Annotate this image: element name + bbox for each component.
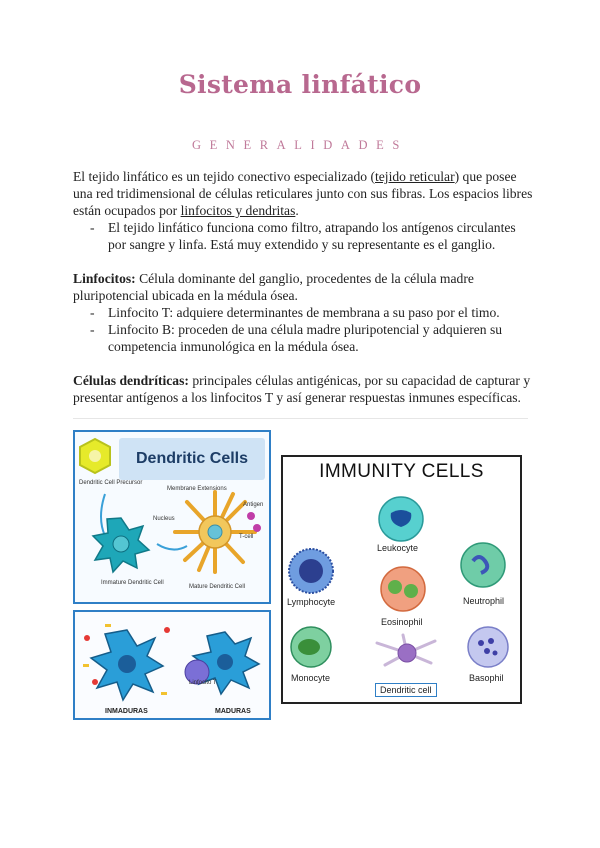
immature-label: Immature Dendritic Cell <box>101 580 164 586</box>
antigen-label: Antigen <box>243 502 264 508</box>
mature-label: Mature Dendritic Cell <box>189 584 246 590</box>
intro-paragraph: El tejido linfático es un tejido conectivo especializado (tejido reticular) que posee una red tridimensional de células reticulares junto con sus fibras. Los espacios libres están ocupados por linfocitos y dendritas. <box>73 169 533 218</box>
membrane-label: Membrane Extensions <box>167 486 227 492</box>
immunity-cells-title: IMMUNITY CELLS <box>319 461 484 482</box>
list-item: - Linfocito T: adquiere determinantes de membrana a su paso por el timo. <box>73 304 533 321</box>
tcell-label: T-cell <box>239 534 254 540</box>
precursor-label: Dendritic Cell Precursor <box>79 480 143 486</box>
immunity-cells-illustration <box>283 457 522 704</box>
cell-label-leukocyte: Leukocyte <box>377 543 419 553</box>
linfocitos-paragraph: Linfocitos: Célula dominante del ganglio, procedentes de la célula madre pluripotencial ubicada en la médula ósea. <box>73 271 474 303</box>
linfocitos-term: Linfocitos: <box>73 271 136 286</box>
divider <box>73 418 528 419</box>
inmaduras-label: INMADURAS <box>105 708 148 715</box>
cell-label-dendritic: Dendritic cell <box>375 683 437 697</box>
tcell-stage-label: Linfocito T <box>189 680 217 686</box>
cell-label-monocyte: Monocyte <box>291 673 331 683</box>
cell-label-basophil: Basophil <box>469 673 504 683</box>
page-title: Sistema linfático <box>178 70 422 99</box>
dendritic-cells-figure <box>73 430 271 604</box>
dendriticas-paragraph: Células dendríticas: principales células antigénicas, por su capacidad de capturar y presentar antígenos a los linfocitos T y así generar respuestas inmunes específicas. <box>73 373 531 405</box>
linfocitos-list <box>73 304 533 355</box>
list-item: - El tejido linfático funciona como filtro, atrapando los antígenos circulantes por sangre y linfa. Está muy extendido y su representante es el ganglio. <box>73 219 533 253</box>
cell-label-eosinophil: Eosinophil <box>381 617 423 627</box>
list-item: - Linfocito B: proceden de una célula madre pluripotencial y adquieren su competencia inmunológica en la médula ósea. <box>73 321 533 355</box>
section-heading: GENERALIDADES <box>192 138 408 152</box>
immunity-cells-figure <box>281 455 522 704</box>
cell-label-lymphocyte: Lymphocyte <box>287 597 336 607</box>
cell-label-neutrophil: Neutrophil <box>463 596 505 606</box>
document-body <box>73 168 533 406</box>
maduras-label: MADURAS <box>215 708 251 715</box>
nucleus-label: Nucleus <box>153 516 175 522</box>
dendritic-cells-banner: Dendritic Cells <box>119 438 265 480</box>
tejido-reticular-term: tejido reticular <box>374 169 455 184</box>
dendriticas-term: Células dendríticas: <box>73 373 189 388</box>
maturation-figure <box>73 610 271 720</box>
intro-list <box>73 219 533 253</box>
linfocitos-dendritas-term: linfocitos y dendritas <box>180 203 296 218</box>
maturation-illustration <box>75 612 271 720</box>
